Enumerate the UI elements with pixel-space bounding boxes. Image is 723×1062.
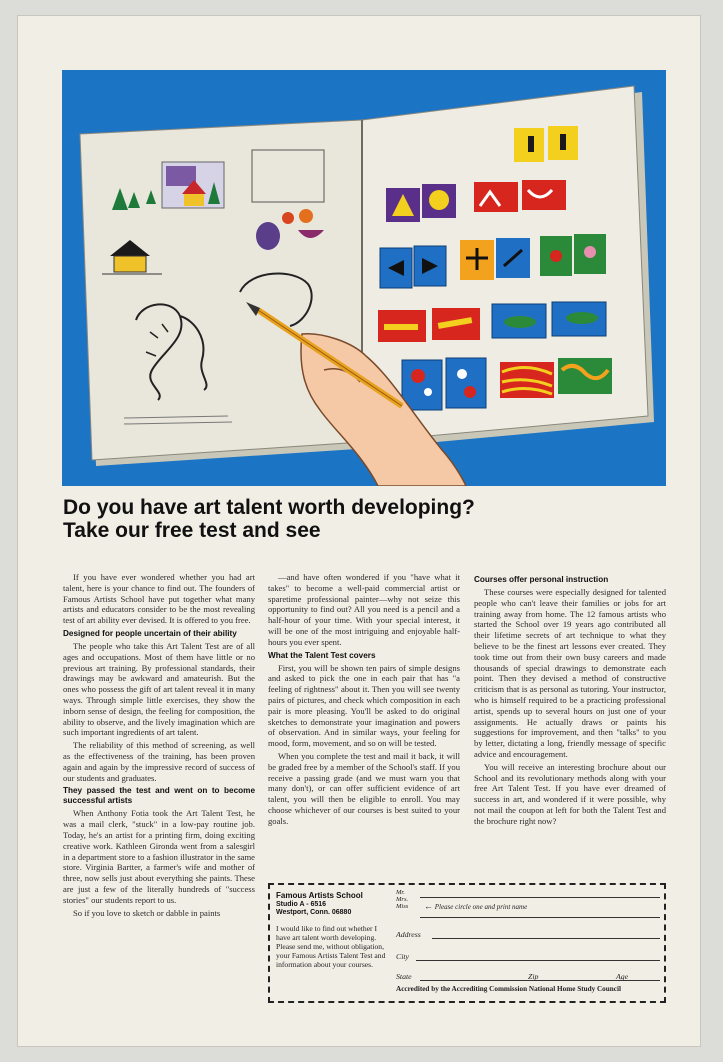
paragraph: The reliability of this method of screening, as well as the effectiveness of the training, has been proven again and again by the impressive record of success of our students and graduates. (63, 740, 255, 783)
mail-in-coupon[interactable] (268, 883, 666, 1003)
paragraph: The people who take this Art Talent Test are of all ages and occupations. Most of them have little or no previous art training. By professional standards, their drawings may be awkward and amateurish. But the ones who possess the gift of art talent reveal it in many ways. Through simple little exercises, they show the inborn sense of design, the feeling for composition, the ability to observe, and the lively imagination which are such important ingredients of art talent. (63, 640, 255, 738)
coupon-form (396, 889, 660, 993)
subheading: Designed for people uncertain of their ability (63, 628, 237, 638)
subheading: What the Talent Test covers (268, 650, 376, 660)
paragraph: If you have ever wondered whether you had art talent, here is your chance to find out. The founders of Famous Artists School have put together what many artists and educators consider to be the most revealing test of art ability ever devised. It is offered to you free. (63, 572, 255, 626)
age-label: Age (616, 972, 629, 981)
city-field[interactable] (396, 947, 660, 963)
subheading: Courses offer personal instruction (474, 575, 609, 584)
column-1 (63, 572, 255, 920)
paragraph: When Anthony Fotia took the Art Talent Test, he was a mail clerk, "stuck" in a low-pay routine job. Today, he's an artist for a printing firm, doing exciting creative work. Kathleen Gironda went from a salesgirl in a department store to a fashion illustrator in the same store. Virginia Bartter, a farmer's wife and mother of three, now sells just about everything she paints. These are just a few of the literally hundreds of "success stories" our students report to us. (63, 808, 255, 905)
school-city: Westport, Conn. 06880 (276, 909, 352, 916)
title-mr[interactable]: Mr. (396, 889, 405, 896)
column-3 (474, 572, 666, 829)
state-zip-age-row[interactable] (396, 969, 660, 983)
paragraph: First, you will be shown ten pairs of simple designs and asked to pick the one in each pair that has "a feeling of rightness" about it. Then you will see twenty pairs of pictures, and check which composition in each pair is more pleasing. You'll be asked to do original sketches to demonstrate your imagination and powers of observation. And in similar ways, your feeling for mood, form, movement, and so on will be tested. (268, 662, 460, 749)
circle-instruction (424, 901, 527, 911)
title-options[interactable] (396, 889, 408, 910)
coupon-request-text: I would like to find out whether I have art talent worth developing. Please send me, without obligation, your Famous Artists Talent Test and information about your courses. (276, 923, 386, 969)
state-label: State (396, 972, 412, 981)
subheading: They passed the test and went on to become successful artists (63, 786, 255, 806)
paragraph: —and have often wondered if you "have what it takes" to become a well-paid commercial artist or sparetime professional painter—why not seize this opportunity to find out? All you need is a pencil and a half-hour of your time. With your special interest, it will be one of the most intriguing and enjoyable half-hours you ever spent. (268, 572, 460, 647)
studio-code: Studio A - 6516 (276, 900, 327, 908)
paragraph: These courses were especially designed for talented people who can't leave their families or jobs for art training away from home. The 12 famous artists who started the School over 19 years ago contributed all their lifetime secrets of art technique to what they believe to be the finest art lessons ever created. They took time out from their own busy careers and made thousands of special drawings to demonstrate each point. Then they devised a method of constructive criticism that is as personal as tutoring. Your instructor, who is himself required to be a practicing professional artist, spends up to several hours on just one of your assignments. He actually draws or paints his suggestions for improvement, and then "talks" to you by letter, dictating a long, friendly message of specific advice and encouragement. (474, 587, 666, 759)
headline-line-2: Take our free test and see (63, 519, 321, 542)
address-line[interactable] (432, 938, 660, 939)
city-label: City (396, 952, 409, 961)
headline-line-1: Do you have art talent worth developing? (63, 496, 475, 519)
circle-instruction-text: Please circle one and print name (434, 903, 528, 911)
school-name: Famous Artists School (276, 891, 363, 900)
magazine-page (18, 16, 700, 1046)
workbook-illustration (62, 70, 666, 486)
address-label: Address (396, 930, 421, 939)
coupon-address-block (276, 891, 386, 969)
column-2 (268, 572, 460, 829)
hand-drawing-in-workbook-image (62, 70, 666, 486)
city-line[interactable] (416, 960, 660, 961)
headline (63, 496, 683, 542)
name-field-line-2[interactable] (420, 917, 660, 918)
paragraph: When you complete the test and mail it back, it will be graded free by a member of the School's staff. If you receive a passing grade (and we must warn you that many don't), or can offer sufficient evidence of art talent, you will then be eligible to enroll. You may choose whichever of our courses is best suited to your goals. (268, 750, 460, 826)
arrow-left-icon: ← (424, 901, 433, 911)
state-zip-age-line[interactable] (420, 980, 660, 981)
zip-label: Zip (528, 972, 539, 981)
paragraph: You will receive an interesting brochure about our School and its revolutionary methods along with your free Art Talent Test. If you have ever dreamed of success in art, and wondered if it were possible, why not mail the coupon at left for both the Talent Test and the brochure right now? (474, 761, 666, 826)
paragraph: So if you love to sketch or dabble in paints (73, 907, 221, 918)
accreditation-note: Accredited by the Accrediting Commission National Home Study Council (396, 985, 621, 993)
title-miss[interactable]: Miss (396, 903, 409, 910)
title-mrs[interactable]: Mrs. (396, 896, 409, 903)
name-field-line[interactable] (420, 897, 660, 898)
address-field[interactable] (396, 925, 660, 941)
